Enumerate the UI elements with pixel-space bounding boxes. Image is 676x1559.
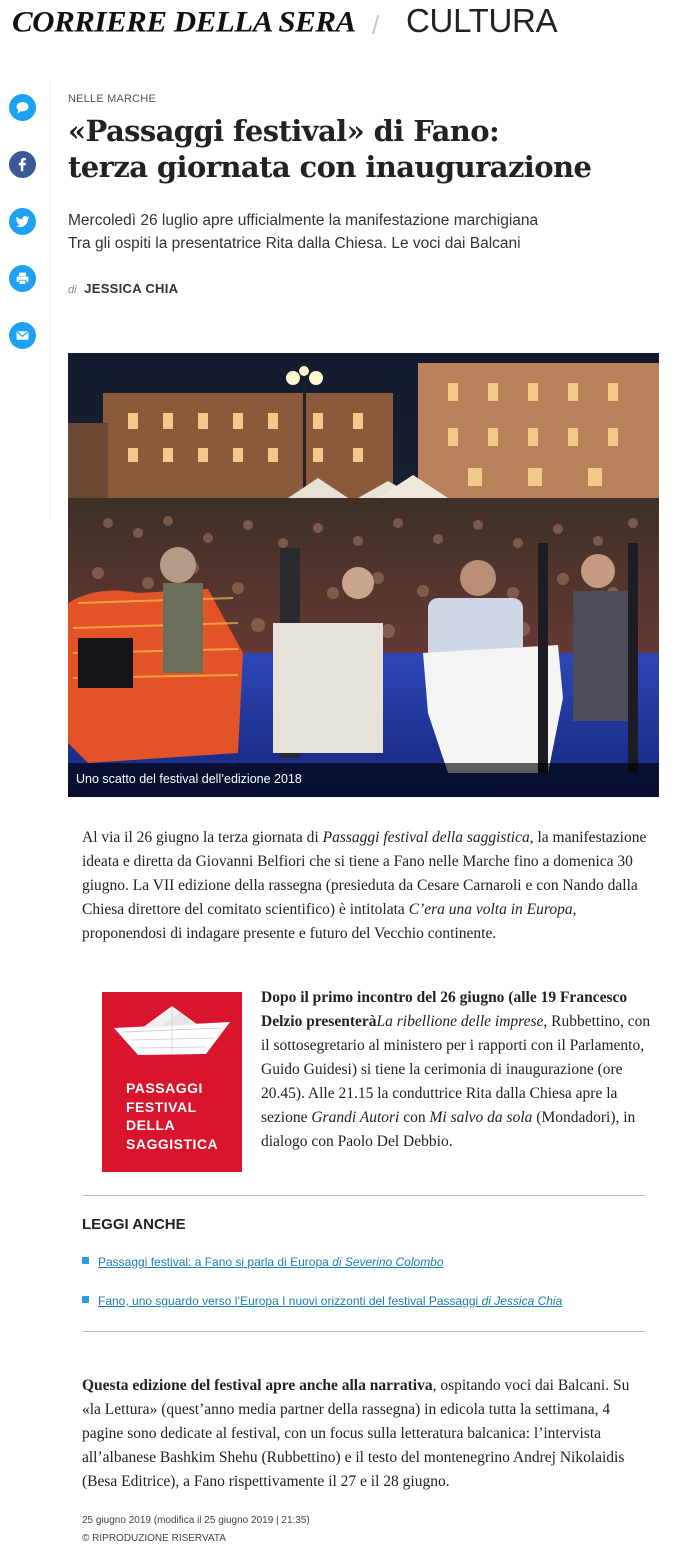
related-link-2[interactable] bbox=[98, 1294, 562, 1308]
article-footer bbox=[82, 1512, 310, 1548]
comment-icon[interactable] bbox=[9, 94, 36, 121]
related-item-1[interactable] bbox=[82, 1255, 444, 1269]
paragraph-intro bbox=[82, 826, 652, 946]
bullet-square-icon bbox=[82, 1296, 89, 1303]
poster-text bbox=[126, 1079, 218, 1153]
header-separator: / bbox=[372, 10, 380, 40]
p1-italic-2: C’era una volta in Europa bbox=[408, 901, 573, 918]
subtitle-line-1: Mercoledì 26 luglio apre ufficialmente la manifestazione marchigiana bbox=[68, 212, 539, 229]
related-link-2-title[interactable]: Fano, uno sguardo verso l’Europa I nuovi orizzonti del festival Passaggi bbox=[98, 1294, 479, 1308]
poster-line-3: DELLA bbox=[126, 1117, 176, 1133]
photo-caption-bar bbox=[68, 763, 659, 797]
festival-photo bbox=[68, 353, 659, 797]
paragraph-program bbox=[261, 986, 653, 1154]
related-item-2[interactable] bbox=[82, 1294, 562, 1308]
author-prefix: di bbox=[68, 284, 77, 296]
paper-boat-icon bbox=[102, 992, 242, 1072]
article-kicker[interactable]: NELLE MARCHE bbox=[68, 93, 156, 105]
poster-line-4: SAGGISTICA bbox=[126, 1135, 219, 1152]
related-link-2-author[interactable]: di Jessica Chia bbox=[481, 1294, 563, 1308]
publish-date: 25 giugno 2019 (modifica il 25 giugno 2019 | 21:35) bbox=[82, 1515, 310, 1526]
facebook-icon[interactable] bbox=[9, 151, 36, 178]
article-subtitle bbox=[68, 209, 648, 255]
title-line-2: terza giornata con inaugurazione bbox=[68, 150, 592, 184]
photo-caption: Uno scatto del festival dell’edizione 2018 bbox=[76, 772, 302, 786]
p2-text-3: (Mondadori), in dialogo con Paolo Del Debbio. bbox=[261, 1109, 636, 1150]
p3-bold: Questa edizione del festival apre anche alla narrativa bbox=[82, 1377, 433, 1394]
p2-text-1: , Rubbettino, con il sottosegretario al ministero per i rapporti con il Parlamento, Guido Guidesi) si tiene la cerimonia di inaugurazione (ore 20.45). Alle 21.15 la conduttrice Rita dalla Chiesa apre la sezione bbox=[261, 1013, 651, 1126]
article-author bbox=[68, 281, 178, 296]
festival-poster bbox=[102, 992, 242, 1172]
author-name[interactable]: JESSICA CHIA bbox=[84, 281, 179, 296]
paragraph-narrative bbox=[82, 1374, 652, 1494]
article-title bbox=[68, 113, 658, 185]
p2-italic-3: Mi salvo da sola bbox=[429, 1109, 533, 1126]
related-link-1-title[interactable]: Passaggi festival: a Fano si parla di Europa bbox=[98, 1255, 329, 1269]
poster-line-2: FESTIVAL bbox=[126, 1098, 197, 1115]
p1-text-1: Al via il 26 giugno la terza giornata di bbox=[82, 829, 323, 846]
p3-text: , ospitando voci dai Balcani. Su «la Lettura» (quest’anno media partner della rassegna) in edicola tutta la settimana, 4 pagine sono dedicate al festival, con un focus sulla letteratura balcanica: l’intervista all’albanese Bashkim Shehu (Rubbettino) e il testo del montenegrino Andrej Nikolaidis (Besa Editrice), a Fano rispettivamente il 27 e il 28 giugno. bbox=[82, 1377, 630, 1490]
related-link-1-author[interactable]: di Severino Colombo bbox=[332, 1255, 444, 1269]
poster-line-1: PASSAGGI bbox=[126, 1080, 203, 1096]
section-title[interactable]: CULTURA bbox=[406, 2, 558, 39]
p1-italic-1: Passaggi festival della saggistica bbox=[322, 829, 530, 846]
p2-bold: Dopo il primo incontro del 26 giugno (alle 19 Francesco Delzio presenterà bbox=[261, 989, 628, 1030]
title-line-1: «Passaggi festival» di Fano: bbox=[68, 114, 500, 148]
p1-text-3: , proponendosi di indagare presente e futuro del Vecchio continente. bbox=[82, 901, 577, 942]
share-bar bbox=[0, 80, 51, 520]
email-icon[interactable] bbox=[9, 322, 36, 349]
rights-notice: © RIPRODUZIONE RISERVATA bbox=[82, 1533, 226, 1544]
site-header bbox=[0, 0, 676, 46]
divider-bottom bbox=[82, 1331, 645, 1332]
subtitle-line-2: Tra gli ospiti la presentatrice Rita dalla Chiesa. Le voci dai Balcani bbox=[68, 235, 521, 252]
p2-italic-1: La ribellione delle imprese bbox=[376, 1013, 544, 1030]
p2-text-2: con bbox=[399, 1109, 430, 1126]
related-title: LEGGI ANCHE bbox=[82, 1216, 186, 1233]
twitter-icon[interactable] bbox=[9, 208, 36, 235]
p2-italic-2: Grandi Autori bbox=[311, 1109, 400, 1126]
related-link-1[interactable] bbox=[98, 1255, 444, 1269]
divider-top bbox=[82, 1195, 645, 1196]
festival-photo-illustration bbox=[68, 353, 659, 797]
site-logo[interactable]: CORRIERE DELLA SERA bbox=[12, 4, 356, 39]
p1-text-2: , la manifestazione ideata e diretta da Giovanni Belfiori che si tiene a Fano nelle Marche fino a domenica 30 giugno. La VII edizione della rassegna (presieduta da Cesare Carnaroli e con Nando dalla Chiesa direttore del comitato scientifico) è intitolata bbox=[82, 829, 647, 918]
bullet-square-icon bbox=[82, 1257, 89, 1264]
print-icon[interactable] bbox=[9, 265, 36, 292]
